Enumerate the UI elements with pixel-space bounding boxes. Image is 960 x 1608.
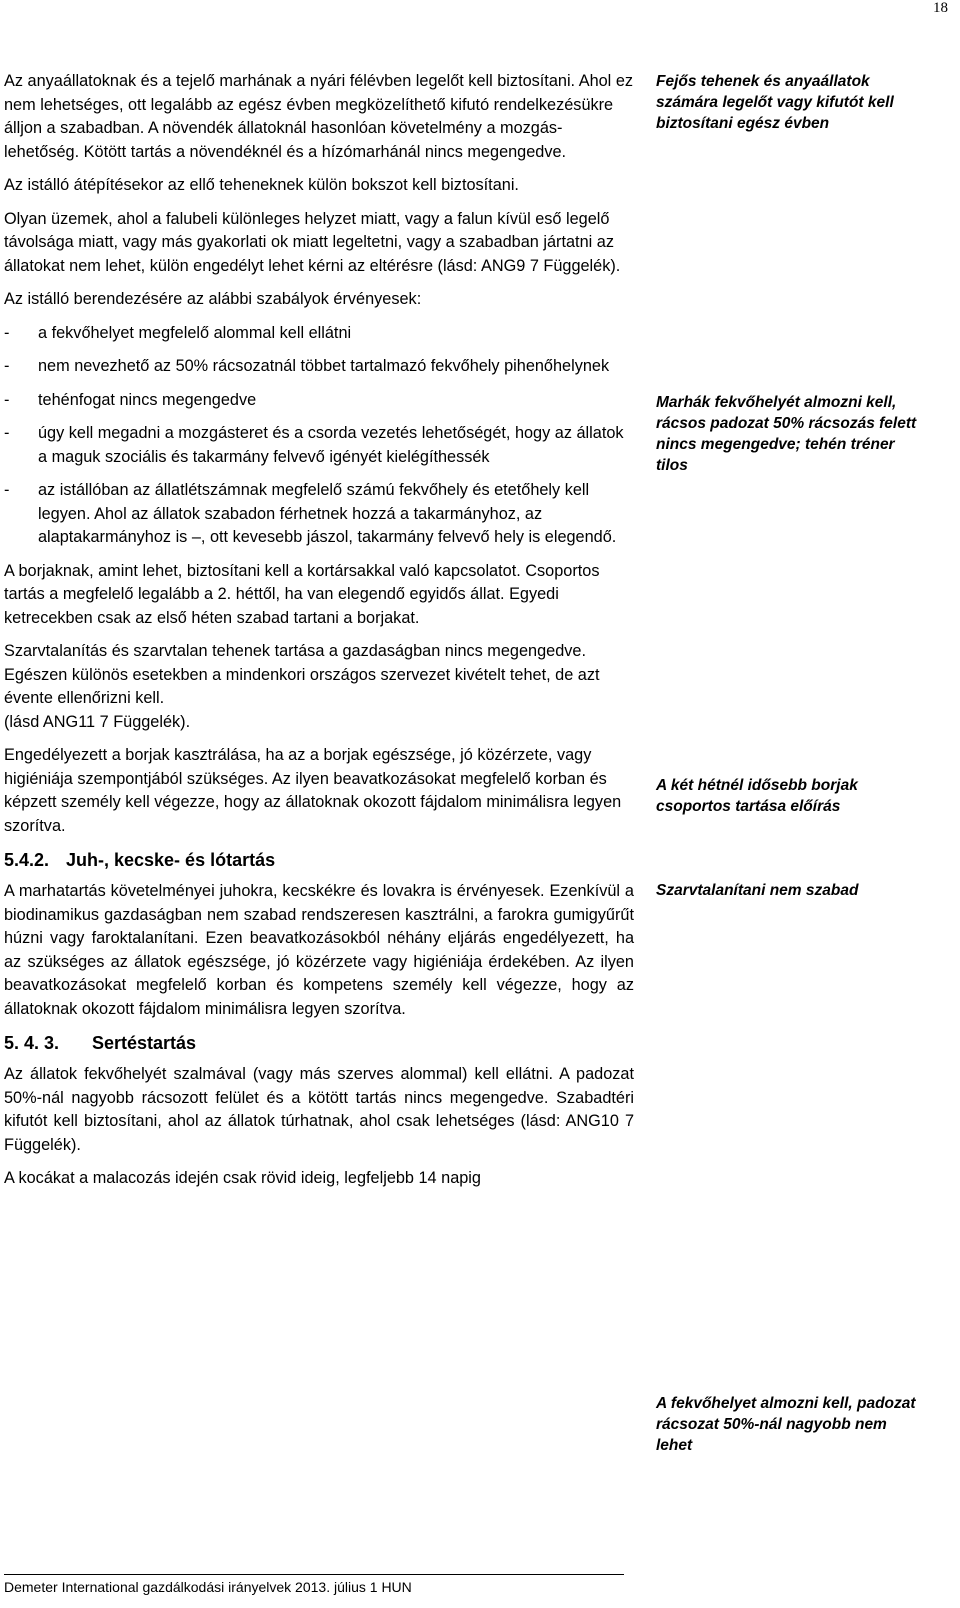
list-item-text: úgy kell megadni a mozgásteret és a csorda vezetés lehetőségét, hogy az állatok a maguk szociális és takarmány felvevő igényét kielégíthessék: [38, 424, 624, 466]
section-title: Juh-, kecske- és lótartás: [66, 850, 276, 870]
paragraph-stable-rules-intro: Az istálló berendezésére az alábbi szabályok érvényesek:: [4, 290, 422, 308]
list-dash: -: [4, 424, 10, 442]
list-dash: -: [4, 390, 10, 409]
paragraph-exemption: Olyan üzemek, ahol a falubeli különleges helyzet miatt, vagy a falun kívül eső legelő távolsága miatt, vagy más gyakorlati ok miatt legeltetni, vagy a szabadban jártatni az állatokat nem lehet, külön engedélyt lehet kérni az eltérésre (lásd: ANG9 7 Függelék).: [4, 209, 621, 275]
list-item-text: nem nevezhető az 50% rácsozatnál többet tartalmazó fekvőhely pihenőhelynek: [38, 357, 610, 375]
margin-note: A fekvőhelyet almozni kell, padozat rácsozat 50%-nál nagyobb nem lehet: [656, 1395, 916, 1454]
margin-note: A két hétnél idősebb borjak csoportos tartása előírás: [656, 777, 858, 815]
paragraph-castration: Engedélyezett a borjak kasztrálása, ha az a borjak egészsége, jó közérzete, vagy higiéniája szempontjából szükséges. Az ilyen beavatkozásokat megfelelő korban és képzett személy kell végezze, hogy az állatoknak okozott fájdalom minimálisra legyen szorítva.: [4, 746, 622, 835]
paragraph-calves: A borjaknak, amint lehet, biztosítani kell a kortársakkal való kapcsolatot. Csoportos tartás a megfelelő legalább a 2. héttől, ha van elegendő egyidős állat. Egyedi ketrecekben csak az első héten szabad tartani a borjakat.: [4, 561, 600, 627]
section-number: 5. 4. 3.: [4, 1033, 60, 1053]
section-heading-pigs: [4, 1031, 634, 1055]
main-text-column: [4, 70, 634, 1201]
margin-note: Fejős tehenek és anyaállatok számára legelőt vagy kifutót kell biztosítani egész évben: [656, 73, 894, 132]
paragraph-calving-box: Az istálló átépítésekor az ellő teheneknek külön bokszot kell biztosítani.: [4, 176, 519, 194]
page-number: 18: [933, 0, 948, 16]
paragraph-pig-bedding: Az állatok fekvőhelyét szalmával (vagy más szerves alommal) kell ellátni. A padozat 50%-nál nagyobb rácsozott felület és a kötött tartás nincs megengedve. Szabadtéri kifutót kell biztosítani, ahol az állatok túrhatnak, ahol csak lehetséges (lásd: ANG10 7 Függelék).: [4, 1065, 634, 1154]
paragraph-pasture: Az anyaállatoknak és a tejelő marhának a nyári félévben legelőt kell biztosítani. Ahol ez nem lehetséges, ott legalább az egész évben megközelíthető kifutó rendelkezésükre álljon a szabadban. A növendék állatoknál hasonlóan követelmény a mozgás-lehetőség. Kötött tartás a növendéknél és a hízómarhánál nincs megengedve.: [4, 72, 634, 161]
paragraph-dehorning-reference: (lásd ANG11 7 Függelék).: [4, 712, 191, 731]
section-number: 5.4.2.: [4, 850, 50, 870]
list-item: [4, 422, 634, 469]
paragraph-sows: A kocákat a malacozás idején csak rövid ideig, legfeljebb 14 napig: [4, 1169, 481, 1187]
section-title: Sertéstartás: [92, 1033, 197, 1053]
list-item: [4, 322, 634, 346]
page-footer: Demeter International gazdálkodási irányelvek 2013. július 1 HUN: [4, 1574, 624, 1595]
list-dash: -: [4, 323, 10, 342]
margin-note: Marhák fekvőhelyét almozni kell, rácsos padozat 50% rácsozás felett nincs megengedve; tehén tréner tilos: [656, 394, 917, 474]
list-dash: -: [4, 357, 10, 375]
list-dash: -: [4, 481, 10, 499]
list-item: [4, 355, 634, 379]
list-item-text: tehénfogat nincs megengedve: [38, 390, 257, 409]
list-item-text: az istállóban az állatlétszámnak megfelelő számú fekvőhely és etetőhely kell legyen. Ahol az állatok szabadon férhetnek hozzá a takarmányhoz, az alaptakarmányhoz is –, ott kevesebb jászol, takarmány felvevő hely is elegendő.: [38, 481, 617, 546]
margin-note: Szarvtalanítani nem szabad: [656, 882, 859, 899]
section-heading-sheep-goat-horse: [4, 848, 634, 872]
list-item: [4, 389, 634, 413]
paragraph-dehorning: Szarvtalanítás és szarvtalan tehenek tartása a gazdaságban nincs megengedve. Egészen különös esetekben a mindenkori országos szervezet kivételt tehet, de azt évente ellenőrizni kell.: [4, 642, 600, 707]
list-item-text: a fekvőhelyet megfelelő alommal kell ellátni: [38, 323, 352, 342]
paragraph-sheep-goat-horse: A marhatartás követelményei juhokra, kecskékre és lovakra is érvényesek. Ezenkívül a biodinamikus gazdaságban nem szabad rendszeresen kasztrálni, a farokra gumigyűrűt húzni vagy faroktalanítani. Ezen beavatkozásokból néhány eljárás engedélyezett, ha az szükséges az állatok egészsége, jó közérzete vagy higiéniája érdekében. Az ilyen beavatkozásokat megfelelő korban és kompetens személy kell végezze, hogy az állatoknak okozott fájdalom minimálisra legyen szorítva.: [4, 882, 634, 1018]
list-item: [4, 479, 634, 550]
